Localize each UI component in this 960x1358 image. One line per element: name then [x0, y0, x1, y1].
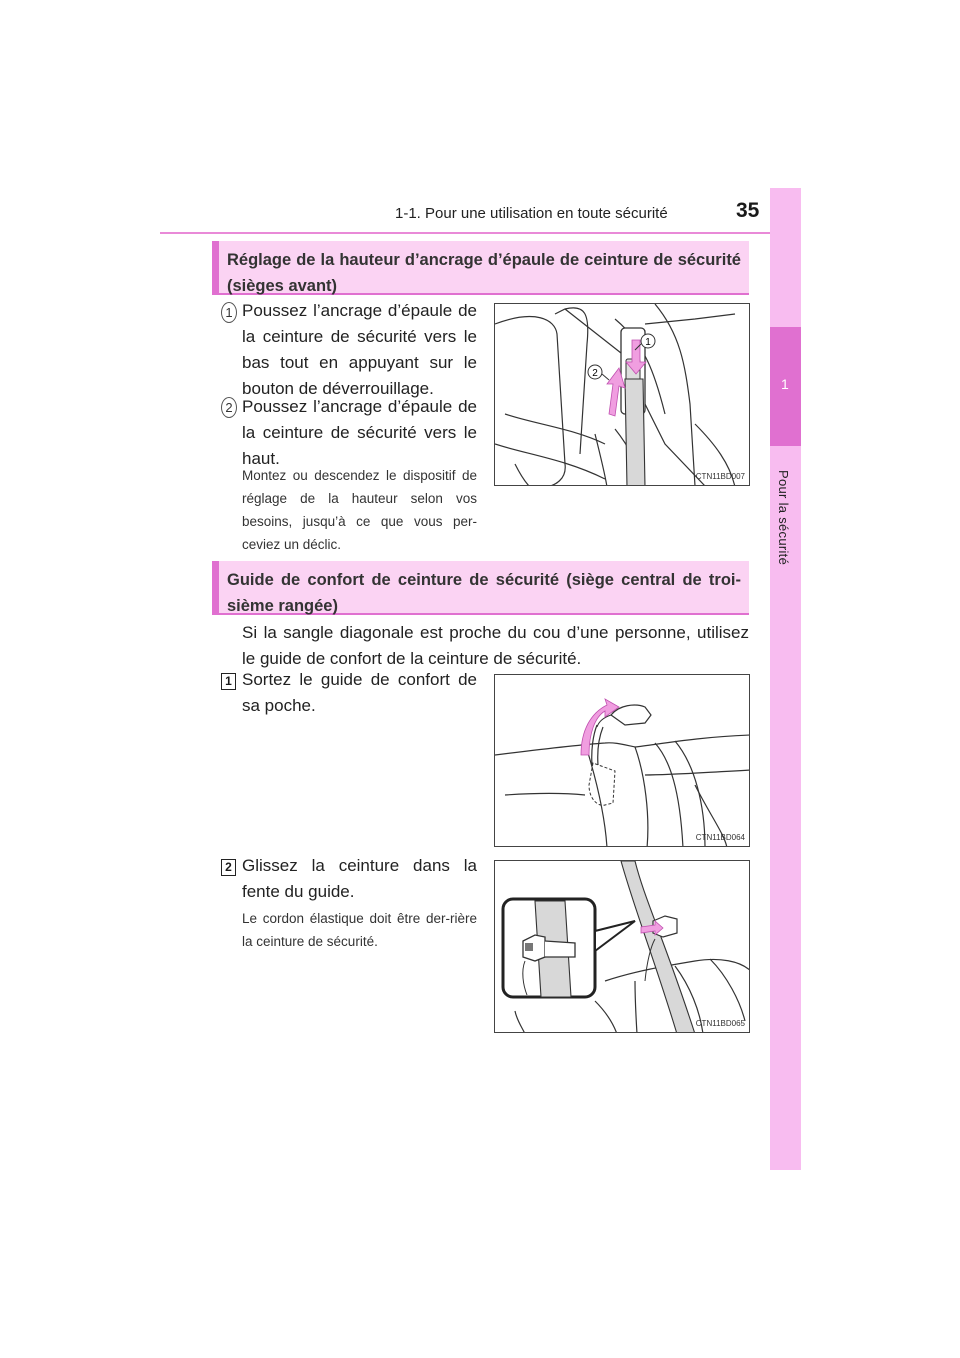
section-heading-shoulder-anchor: Réglage de la hauteur d’ancrage d’épaule de ceinture de sécurité (sièges avant)	[212, 241, 749, 295]
callout-1: 1	[645, 337, 651, 348]
figure-code: CTN11BD007	[695, 472, 745, 481]
figure-guide-pocket	[494, 674, 750, 847]
step-text-2: Poussez l’ancrage d’épaule de la ceinture de sécurité vers le haut.	[242, 397, 477, 468]
figure-shoulder-anchor	[494, 303, 750, 486]
chapter-number: 1	[781, 376, 789, 392]
section-intro: Si la sangle diagonale est proche du cou d’une personne, utilisez le guide de confort de la ceinture de sécurité.	[242, 623, 749, 668]
callout-2: 2	[592, 368, 598, 379]
figure-code: CTN11BD064	[695, 833, 745, 842]
header-rule	[160, 232, 770, 234]
seatbelt-anchor-illustration	[495, 304, 750, 486]
chapter-label: Pour la sécurité	[776, 470, 791, 566]
section-heading-comfort-guide: Guide de confort de ceinture de sécurité (siège central de troi-sième rangée)	[212, 561, 749, 615]
running-head: 1-1. Pour une utilisation en toute sécurité	[395, 205, 668, 222]
guide-pocket-illustration	[495, 675, 750, 847]
step-number-1: 1	[221, 302, 237, 323]
step-text-guide-2: Glissez la ceinture dans la fente du guide.	[242, 856, 477, 901]
figure-code: CTN11BD065	[695, 1019, 745, 1028]
step-text-guide-1: Sortez le guide de confort de sa poche.	[242, 670, 477, 715]
step-number-box-1: 1	[221, 673, 236, 690]
step-note-guide-2: Le cordon élastique doit être der-rière la ceinture de sécurité.	[242, 911, 477, 949]
page-number: 35	[736, 199, 760, 222]
step-number-box-2: 2	[221, 859, 236, 876]
step-number-2: 2	[221, 397, 237, 418]
step-text-1: Poussez l’ancrage d’épaule de la ceinture de sécurité vers le bas tout en appuyant sur le bouton de déverrouillage.	[242, 301, 477, 398]
step-note: Montez ou descendez le dispositif de réglage de la hauteur selon vos besoins, jusqu’à ce que vous per-ceviez un déclic.	[242, 468, 477, 552]
figure-guide-slot	[494, 860, 750, 1033]
guide-slot-illustration	[495, 861, 750, 1033]
